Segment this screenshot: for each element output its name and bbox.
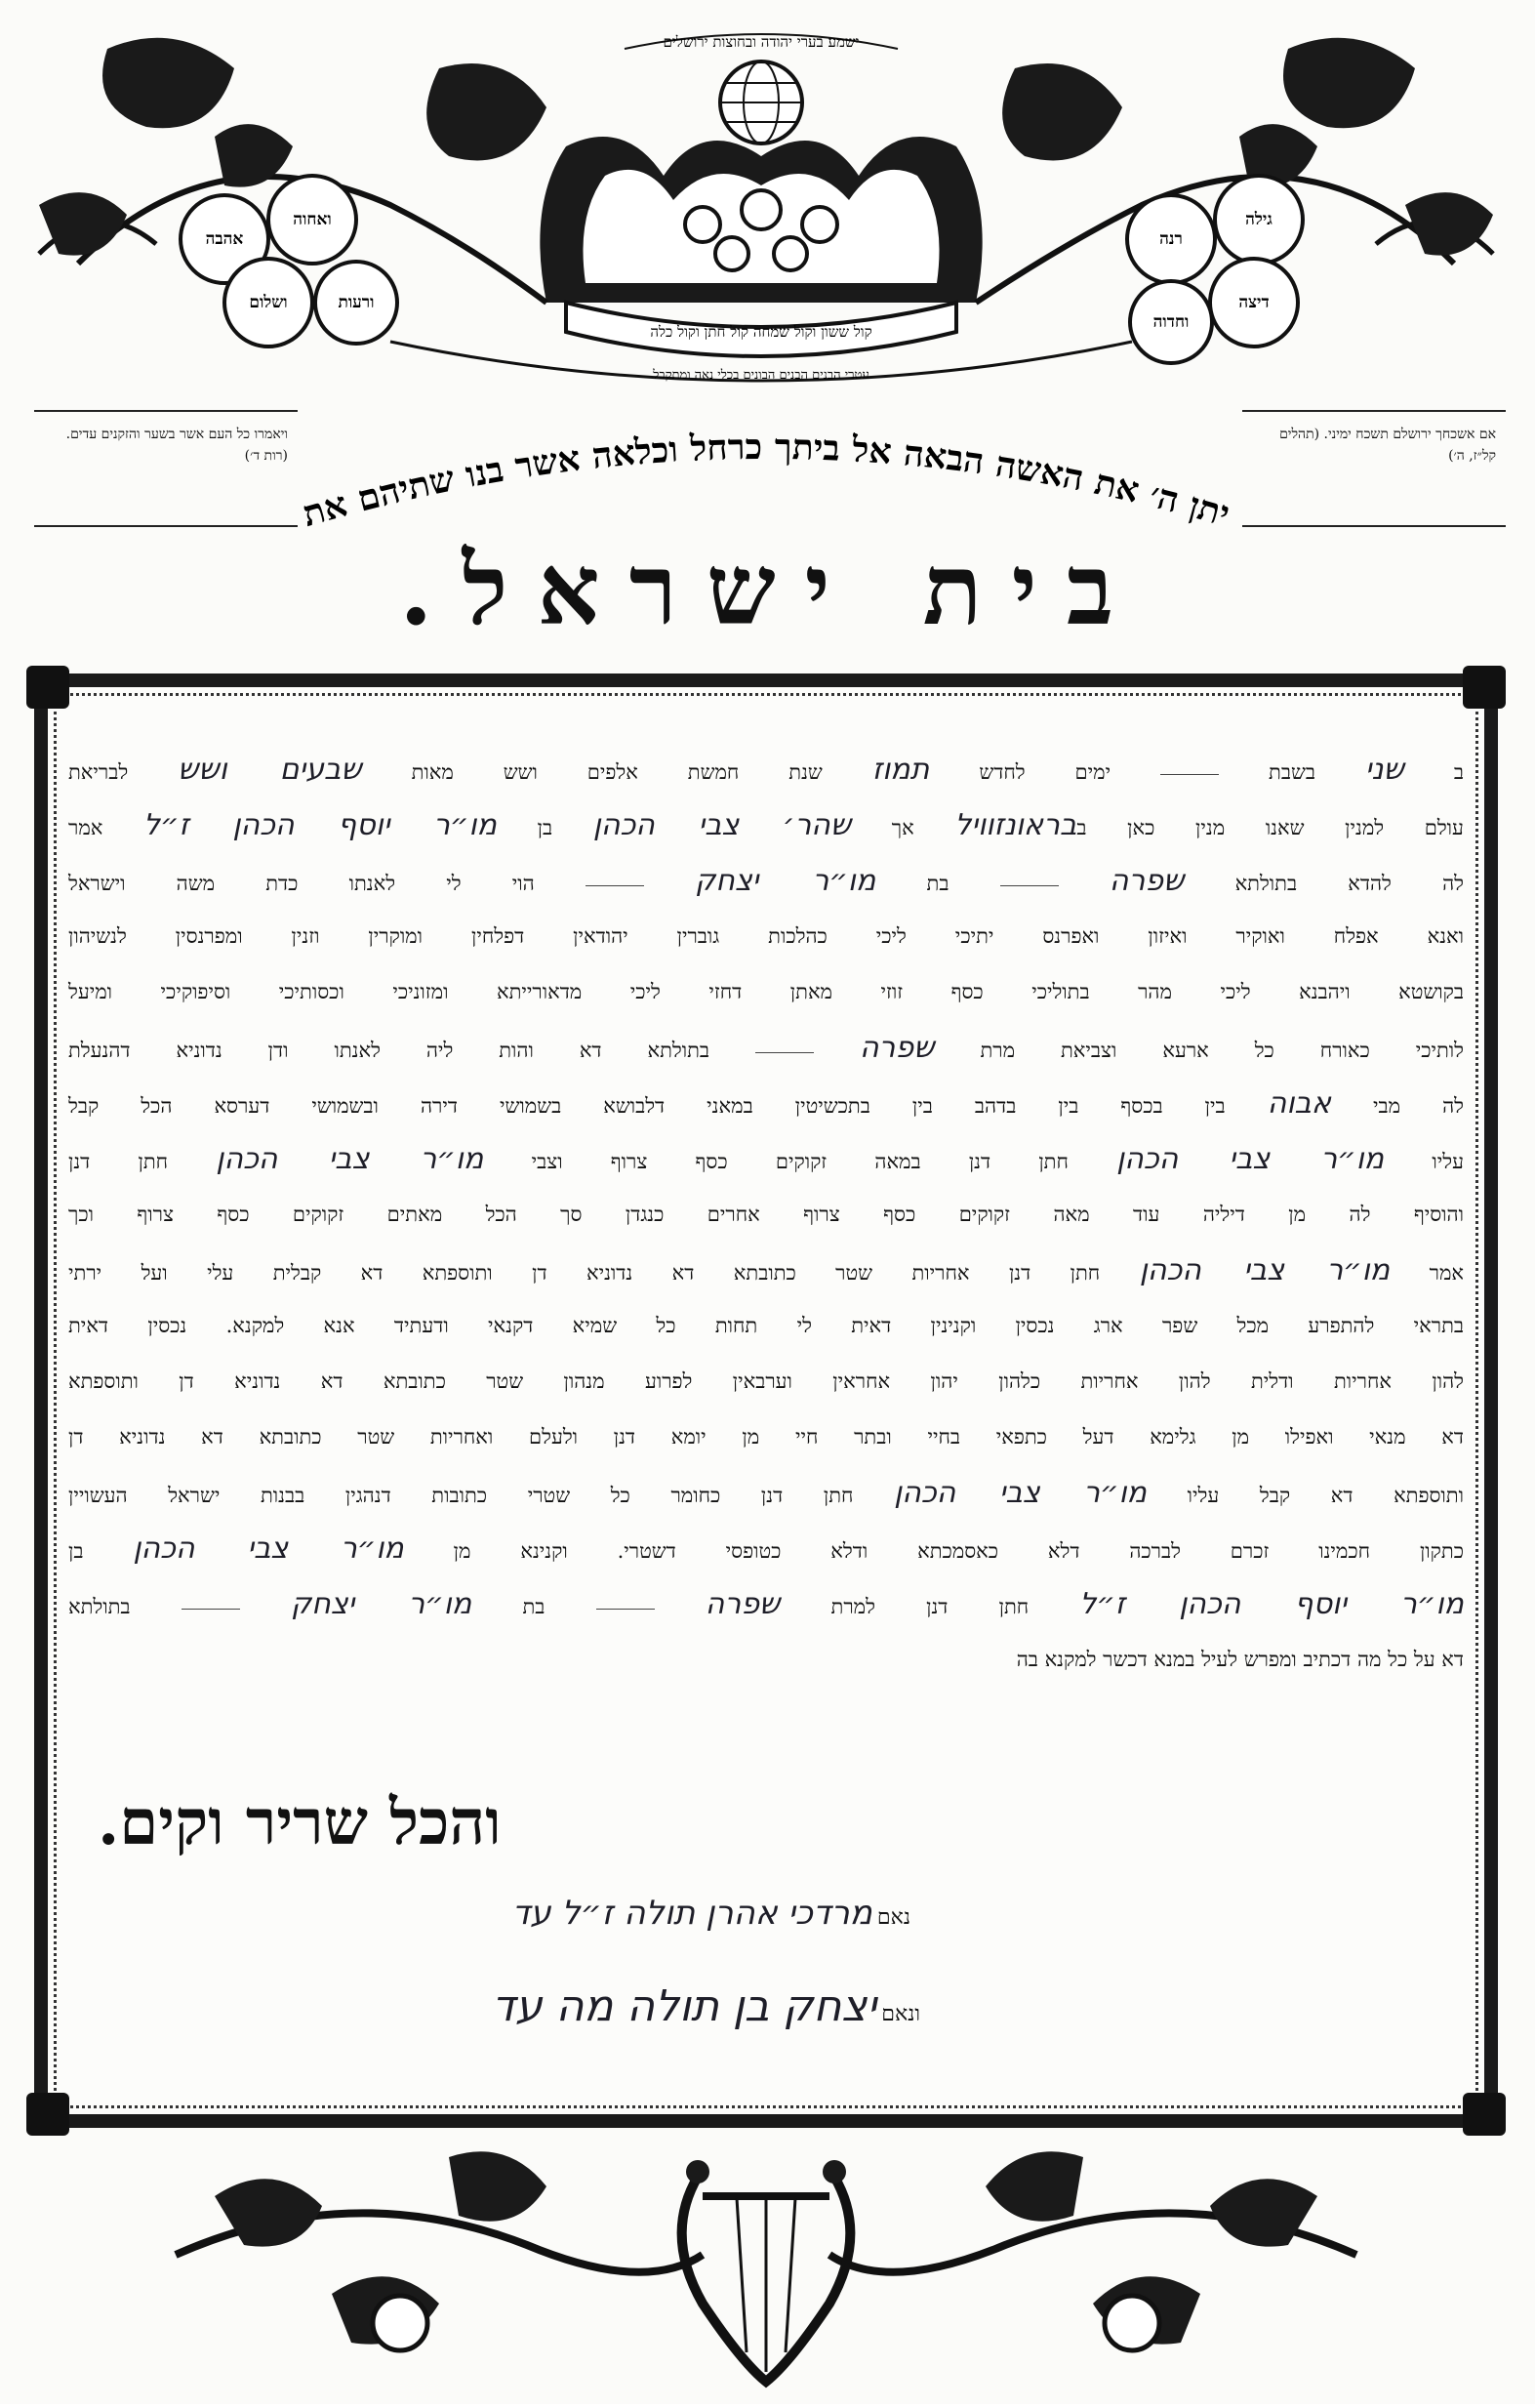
text-line: כתקון חכמינו זכרם לברכה דלא כאסמכתא ודלא כטופסי דשטרי. וקנינא מן מו״ר צבי הכהן בן — [68, 1531, 1464, 1566]
frame-corner — [26, 666, 69, 709]
footer-ornament — [156, 2138, 1376, 2404]
left-verse-box: ויאמרו כל העם אשר בשער והזקנים עדים. (רות ד׳) — [34, 410, 298, 527]
main-title: בית ישראל. — [398, 532, 1144, 647]
crown-base-text: עטרי הבנים הבנים הבונים בכלי נאה ומתקבל — [653, 368, 869, 383]
frame-corner — [26, 2093, 69, 2136]
text-line: לה מבי אבוה בין בכסף בין בדהב בין בתכשיטין במאני דלבושא בשמושי דירה ובשמושי דערסא הכל קבל — [68, 1086, 1464, 1121]
text-line: להון אחריות ודלית להון אחריות כלהון יהון אחראין וערבאין לפרוע מנהון שטר כתובתא דא נדוניא דן ותוספתא — [68, 1369, 1464, 1393]
svg-text:יתן ה׳ את האשה הבאה אל ביתך כר — [298, 427, 1233, 535]
grape-label: וחדוה — [1152, 312, 1190, 332]
text-line: דא על כל מה דכתיב ומפרש לעיל במנא דכשר למקנא בה — [1016, 1648, 1464, 1671]
right-verse-box: אם אשכחך ירושלם תשכח ימיני. (תהלים קל״ז, ה׳) — [1242, 410, 1506, 527]
crown-and-grapes-illustration — [20, 10, 1515, 395]
text-line: ואנא אפלח ואוקיר ואיזון ואפרנס יתיכי ליכי כהלכות גוברין יהודאין דפלחין ומוקרין וזנין ומפרנסין לנשיהון — [68, 924, 1464, 948]
grape-label: ושלום — [249, 293, 288, 312]
text-line: מו״ר יוסף הכהן ז״ל חתן דנן למרת שפרה בת מו״ר יצחק בתולתא — [68, 1587, 1464, 1621]
signature-witness-2 — [492, 1981, 920, 2031]
frame-corner — [1463, 666, 1506, 709]
text-line: עליו מו״ר צבי הכהן חתן דנן במאה זקוקים כסף צרוף וצבי מו״ר צבי הכהן חתן דנן — [68, 1142, 1464, 1176]
grape-label: רנה — [1159, 229, 1183, 249]
signature-witness-1 — [512, 1894, 910, 1933]
text-line: אמר מו״ר צבי הכהן חתן דנן אחריות שטר כתובתא דא נדוניא דן ותוספתא דא קבלית עלי ועל ירתי — [68, 1253, 1464, 1287]
top-banner-text: ישמע בערי יהודה ובחוצות ירושלים — [663, 33, 860, 51]
text-line: לותיכי כאורח כל ארעא וצביאת מרת שפרה בתולתא דא והות ליה לאנתו ודן נדוניא דהנעלת — [68, 1031, 1464, 1065]
grape-label: דיצה — [1238, 293, 1270, 312]
arc-blessing-text: יתן ה׳ את האשה הבאה אל ביתך כרחל וכלאה אשר בנו שתיהם את — [298, 426, 1234, 536]
frame-corner — [1463, 2093, 1506, 2136]
closing-phrase: והכל שריר וקים. — [98, 1786, 502, 1859]
text-line: דא מנאי ואפילו מן גלימא דעל כתפאי בחיי ובתר חיי מן יומא דנן ולעלם ואחריות שטר כתובתא דא נדוניא דן — [68, 1425, 1464, 1449]
grape-label: ואחוה — [293, 210, 332, 229]
lyre-illustration — [156, 2138, 1376, 2404]
text-line: ותוספתא דא קבל עליו מו״ר צבי הכהן חתן דנן כחומר כל שטרי כתובות דנהגין בבנות ישראל העשויין — [68, 1476, 1464, 1510]
text-line: עולם למנין שאנו מנין כאן בבראונזוויל אך שהר׳ צבי הכהן בן מו״ר יוסף הכהן ז״ל אמר — [68, 808, 1464, 842]
text-line: ב שני בשבת ימים לחדש תמוז שנת חמשת אלפים ושש מאות שבעים ושש לבריאת — [68, 753, 1464, 787]
crown-inscription: קול ששון וקול שמחה קול חתן וקול כלה — [650, 323, 872, 341]
arc-blessing — [254, 410, 1278, 547]
signature-text: מרדכי אהרן תולה ז״ל עד — [511, 1894, 872, 1933]
grape-label: ורעות — [338, 293, 375, 312]
signature-label: ונאם — [881, 2002, 920, 2026]
signature-text: יצחק בן תולה מה עד — [492, 1981, 877, 2031]
text-line: לה להדא בתולתא שפרה בת מו״ר יצחק הוי לי לאנתו כדת משה וישראל — [68, 864, 1464, 898]
grape-label: גילה — [1245, 210, 1272, 229]
header-ornament — [20, 10, 1515, 395]
grape-label: אהבה — [205, 229, 244, 249]
text-line: והוסיף לה מן דיליה עוד מאה זקוקים כסף צרוף אחרים כנגדן סך הכל מאתים זקוקים כסף צרוף וכך — [68, 1203, 1464, 1226]
ketubah-text — [68, 742, 1464, 1688]
text-line: בקושטא ויהבנא ליכי מהר בתוליכי כסף זוזי מאתן דחזי ליכי מדאורייתא ומזוניכי וכסותיכי וסיפוקיכי ומיעל — [68, 980, 1464, 1003]
signature-label: נאם — [876, 1905, 910, 1930]
text-line: בתראי להתפרע מכל שפר ארג נכסין וקנינין דאית לי תחות כל שמיא דקנאי ודעתיד אנא למקנא. נכסין דאית — [68, 1314, 1464, 1337]
